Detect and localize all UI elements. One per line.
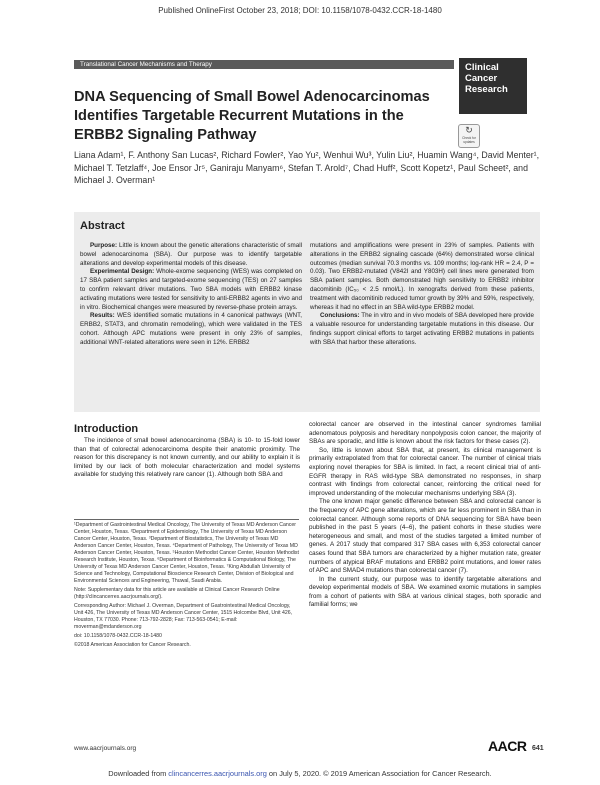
download-line xyxy=(0,769,600,778)
journal-url[interactable]: www.aacrjournals.org xyxy=(74,745,137,752)
author-list: Liana Adam¹, F. Anthony San Lucas², Richard Fowler², Yao Yu², Wenhui Wu³, Yulin Liu², Huamin Wang⁴, David Menter¹, Michael T. Tetzlaff⁴, Joe Ensor Jr⁵, Ganiraju Manyam⁶, Stefan T. Arold⁷, Chad Huff², Scott Kopetz¹, Paul Scheet², and Michael J. Overman¹ xyxy=(74,150,540,185)
results-label: Results: xyxy=(90,312,115,320)
introduction-heading: Introduction xyxy=(74,423,139,435)
corresponding-author: Corresponding Author: Michael J. Overman, Department of Gastrointestinal Medical Oncology, Unit 426, The University of Texas MD Anderson Cancer Center, 1515 Holcombe Blvd, Unit 426, Houston, TX 77030. Phone: 713-792-2828; Fax: 713-563-0541; E-mail: moverman@mdanderson.org xyxy=(74,603,293,630)
journal-logo xyxy=(459,58,527,114)
refresh-icon: ↻ xyxy=(465,125,473,135)
supplementary-note: Note: Supplementary data for this article are available at Clinical Cancer Research Online (http://clincancerres.aacrjournals.org/). xyxy=(74,587,280,600)
article-title: DNA Sequencing of Small Bowel Adenocarcinomas Identifies Targetable Recurrent Mutations in the ERBB2 Signaling Pathway xyxy=(74,89,430,143)
journal-logo-line-2: Cancer xyxy=(465,73,498,84)
download-prefix: Downloaded from xyxy=(108,769,169,778)
purpose-text: Little is known about the genetic alterations characteristic of small bowel adenocarcinoma (SBA). Our purpose was to identify targetable alterations and develop experimental models of this disease. xyxy=(80,242,302,267)
footnotes xyxy=(74,522,299,651)
intro-paragraph: So, little is known about SBA that, at present, its clinical management is primarily extrapolated from that for colorectal cancer. The number of clinical trials exploring novel therapies for SBA is limited. In fact, a recent clinical trial of anti-EGFR therapy in RAS wild-type SBA demonstrated no responses, in sharp contrast with findings from colorectal cancer, reinforcing the critical need for improved understanding of the molecular mechanisms underlying SBA (3). xyxy=(309,446,541,497)
badge-label: Check for updates xyxy=(462,136,476,144)
conclusions-text: The in vitro and in vivo models of SBA developed here provide a valuable resource for understanding targetable mutations in this disease. Our findings support clinical efforts to target activating ERBB2 mutations in patients with SBA that harbor these alterations. xyxy=(310,312,535,346)
page-number: 641 xyxy=(532,745,544,752)
affiliations: ¹Department of Gastrointestinal Medical Oncology, The University of Texas MD Anderson Cancer Center, Houston, Texas. ²Department of Epidemiology, The University of Texas MD Anderson Cancer Center, Houston, Texas. ³Department of Biostatistics, The University of Texas MD Anderson Cancer Center, Houston, Texas. ⁴Department of Pathology, The University of Texas MD Anderson Cancer Center, Houston, Texas. ⁵Houston Methodist Cancer Center, Houston Methodist Research Institute, Houston, Texas. ⁶Department of Bioinformatics & Computational Biology, The University of Texas MD Anderson Cancer Center, Houston, Texas. ⁷King Abdullah University of Science and Technology, Computational Bioscience Research Center, Division of Biological and Environmental Sciences and Engineering, Thuwal, Saudi Arabia. xyxy=(74,522,299,584)
intro-paragraph: colorectal cancer are observed in the intestinal cancer syndromes familial adenomatous polyposis and hereditary nonpolyposis colon cancer, the majority of SBAs are sporadic, and little is known about the risk factors for these cases (2). xyxy=(309,421,541,446)
published-line: Published OnlineFirst October 23, 2018; DOI: 10.1158/1078-0432.CCR-18-1480 xyxy=(158,6,442,15)
design-label: Experimental Design: xyxy=(90,268,155,276)
intro-paragraph: The one known major genetic difference between SBA and colorectal cancer is the frequency of APC gene alterations, which are far less prominent in SBA than in colorectal cancer. Although some reports of DNA sequencing for SBA have been published in the past 5 years (4–6), the patient cohorts in these studies were heterogeneous and small, and most of the studies targeted a limited number of genes. A 2017 study that compared 317 SBA cases with 6,353 colorectal cancer cases found that SBA tumors are characterized by a higher mutation rate, greater numbers of atypical BRAF mutations and ERBB2 point mutations, and lower rates of APC and SMAD4 mutations than colorectal cancer (7). xyxy=(309,498,541,575)
section-label: Translational Cancer Mechanisms and Therapy xyxy=(74,60,454,69)
results-text-b: mutations and amplifications were present in 23% of samples. Patients with alterations in the ERBB2 signaling cascade (64%) demonstrated worse clinical outcomes (median survival 70.3 months vs. 109 months; log-rank HR = 2.4, P = 0.03). Two ERBB2-mutated (V842I and Y803H) cell lines were generated from SBA patient samples. Both demonstrated high sensitivity to ERBB2 inhibitor dacomitinib (IC₅₀ < 2.5 nmol/L). In xenografts derived from these patients, treatment with dacomitinib reduced tumor growth by 39% and 59%, respectively, whereas it had no effect in an SBA wild-type ERBB2 model. xyxy=(310,242,534,311)
abstract-right-column xyxy=(310,242,534,348)
journal-logo-line-1: Clinical xyxy=(465,62,499,73)
copyright-line: ©2018 American Association for Cancer Research. xyxy=(74,642,191,648)
abstract-heading: Abstract xyxy=(80,220,125,232)
download-suffix: on July 5, 2020. © 2019 American Association for Cancer Research. xyxy=(266,769,492,778)
intro-paragraph: In the current study, our purpose was to identify targetable alterations and develop experimental models of SBA. We examined exomic mutations in samples from a cohort of patients with SBA at various clinical stages, both sporadic and familial forms; we xyxy=(309,575,541,609)
footnote-divider xyxy=(74,519,299,520)
journal-logo-line-3: Research xyxy=(465,84,508,95)
intro-left-column xyxy=(74,437,300,480)
doi-line: doi: 10.1158/1078-0432.CCR-18-1480 xyxy=(74,633,162,639)
design-text: Whole-exome sequencing (WES) was completed on 17 SBA patient samples and targeted-exome sequencing (TES) on 27 samples to confirm relevant driver mutations. Two SBA models with ERBB2 kinase activating mutations were tested for sensitivity to anti-ERBB2 agents in vivo and in vitro. Biochemical changes were measured by reverse-phase protein arrays. xyxy=(80,268,302,311)
abstract-left-column xyxy=(80,242,302,348)
check-updates-badge[interactable] xyxy=(458,124,480,148)
download-link[interactable]: clincancerres.aacrjournals.org xyxy=(168,769,267,778)
purpose-label: Purpose: xyxy=(90,242,118,249)
conclusions-label: Conclusions: xyxy=(320,312,360,320)
aacr-logo: AACR xyxy=(488,738,527,754)
intro-right-column xyxy=(309,421,541,610)
results-text-a: WES identified somatic mutations in 4 canonical pathways (WNT, ERBB2, STAT3, and chromatin remodeling), which were validated in the TES cohort. Although APC mutations were present in only 23% of samples, additional WNT-related alterations were seen in 12%. ERBB2 xyxy=(80,312,302,346)
intro-paragraph: The incidence of small bowel adenocarcinoma (SBA) is 10- to 15-fold lower than that of colorectal adenocarcinoma despite their anatomic proximity. The reason for this discrepancy is not known currently, and our ability to explain it is limited by our lack of both molecular characterization and model systems available for studying this relatively rare cancer (1). Although both SBA and xyxy=(74,437,300,479)
